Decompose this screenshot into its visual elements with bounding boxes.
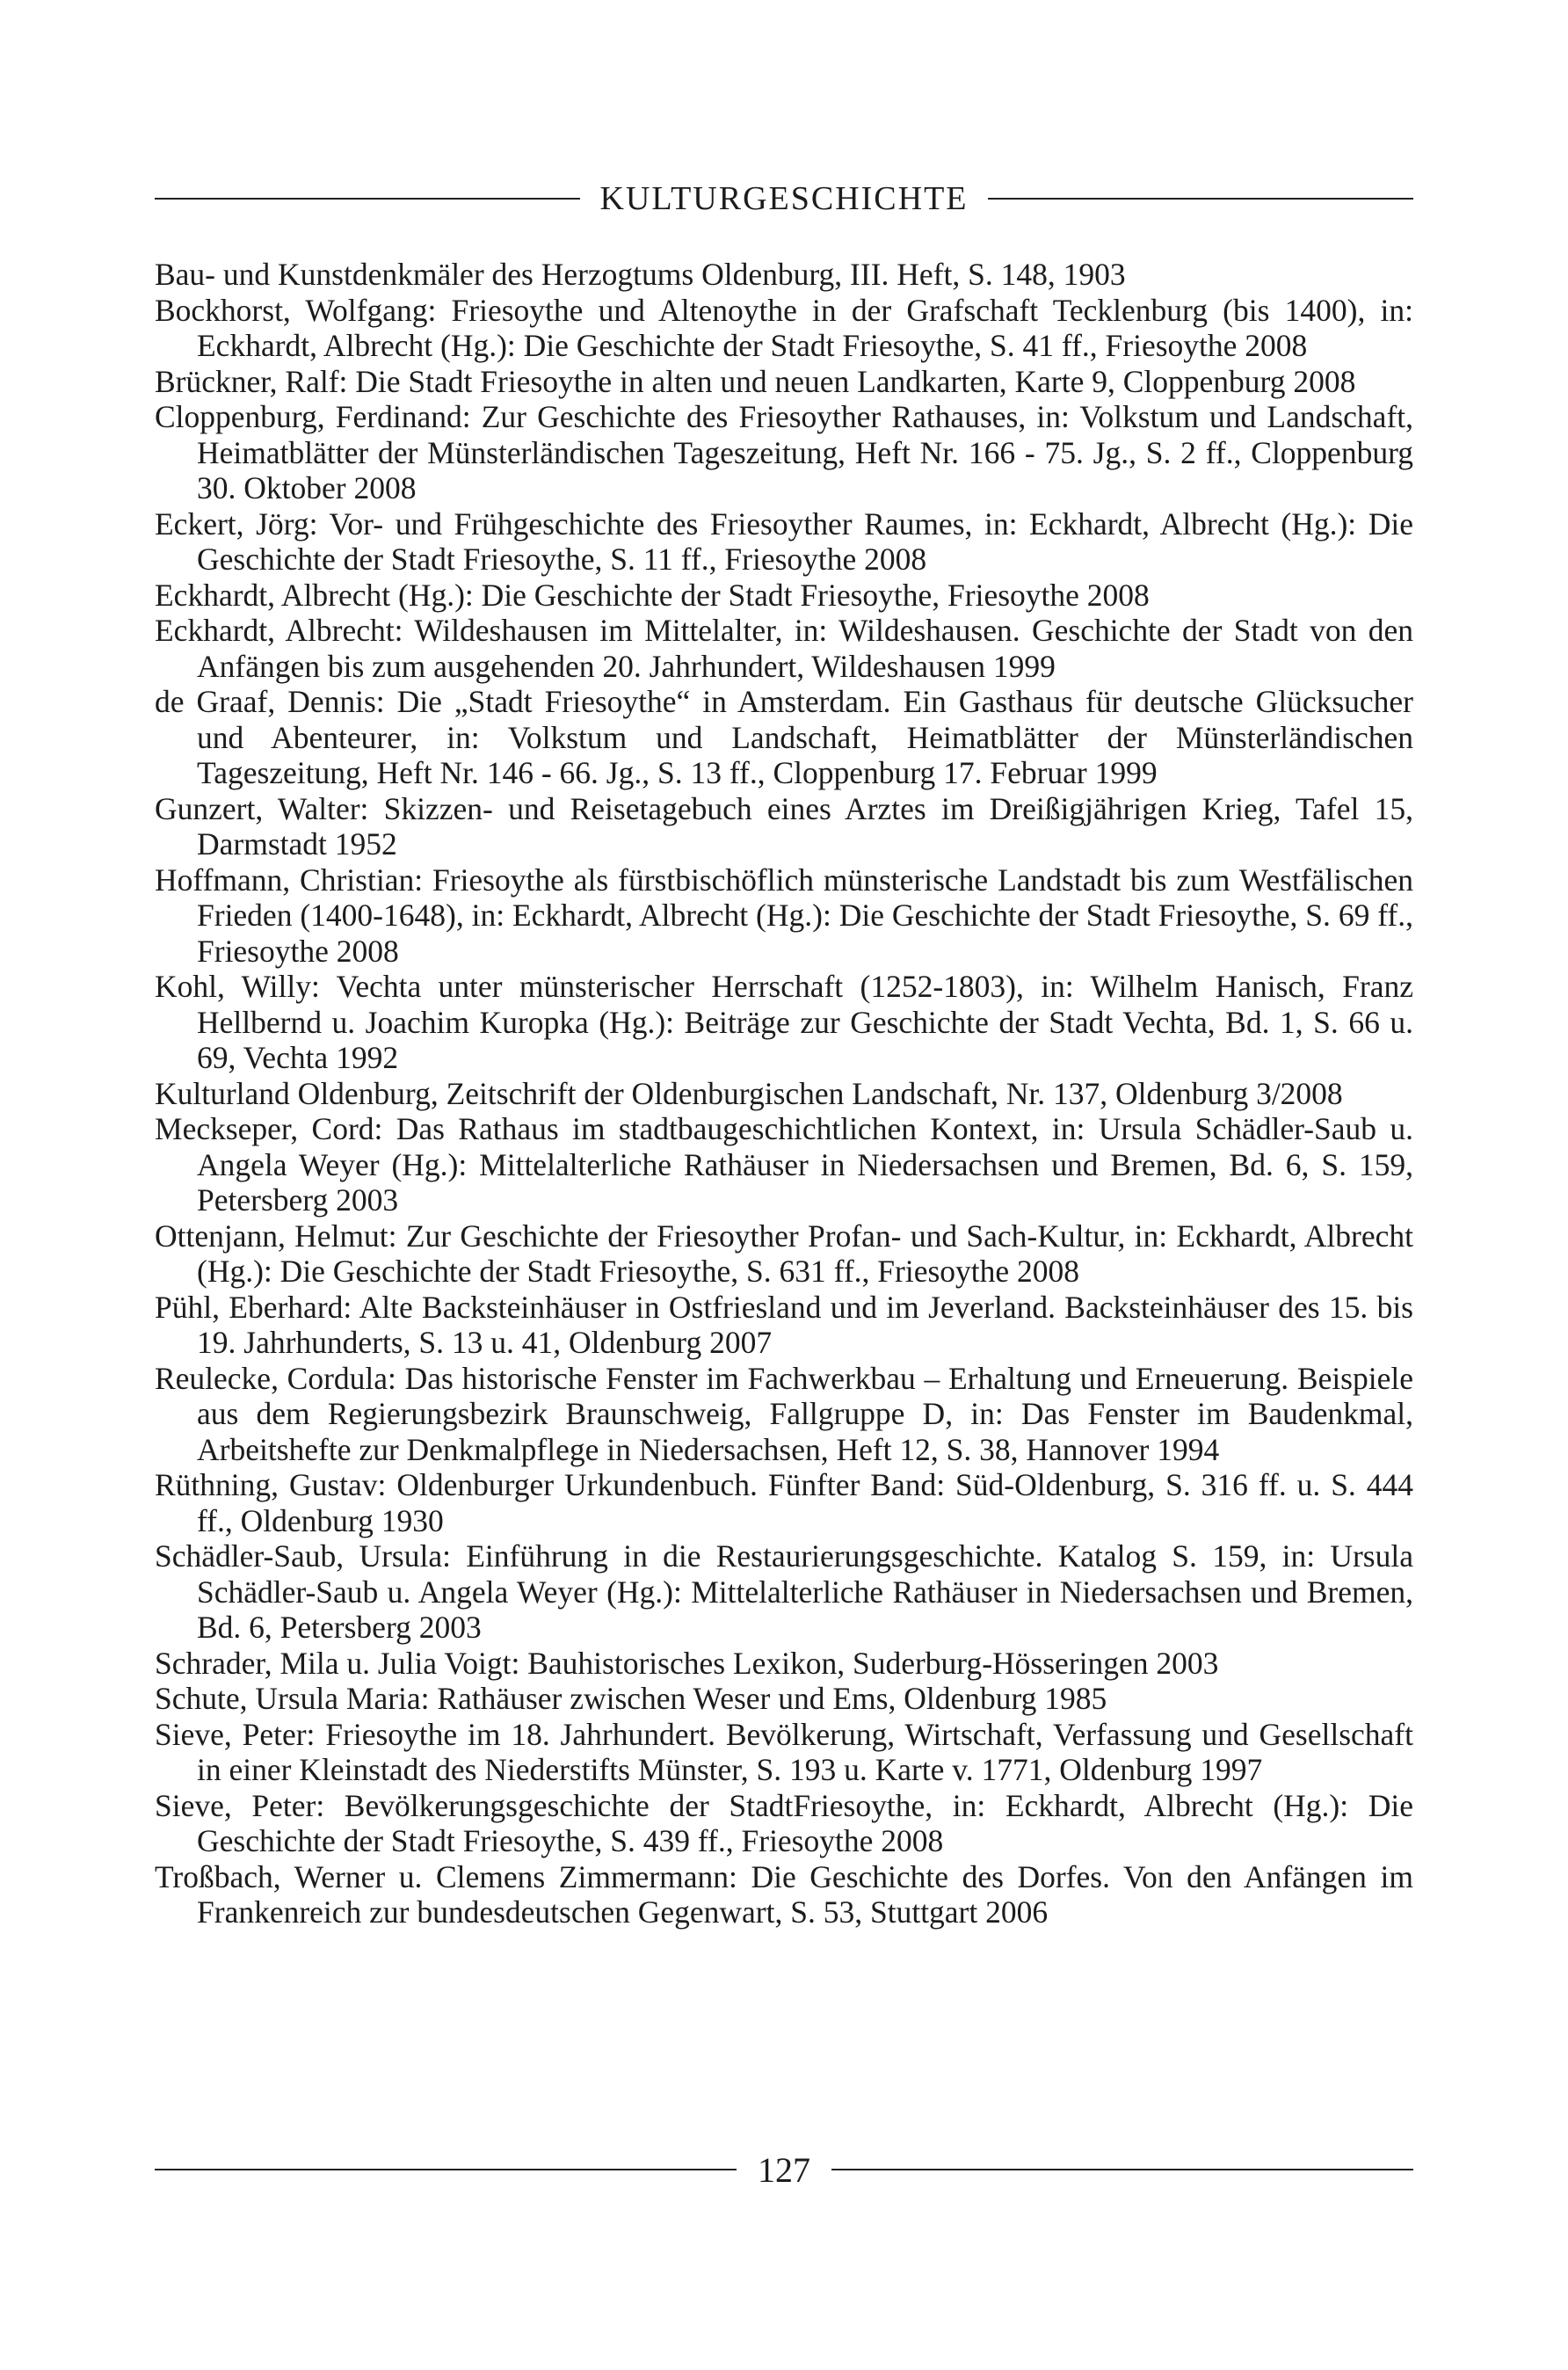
bibliography-entry: Meckseper, Cord: Das Rathaus im stadtbaugeschichtlichen Kontext, in: Ursula Schädler-Saub u. Angela Weyer (Hg.): Mittelalterliche Rathäuser in Niedersachsen und Bremen, Bd. 6, S. 159, Petersberg 2003 (155, 1111, 1413, 1218)
bibliography-entry: Ottenjann, Helmut: Zur Geschichte der Friesoyther Profan- und Sach-Kultur, in: Eckhardt, Albrecht (Hg.): Die Geschichte der Stadt Friesoythe, S. 631 ff., Friesoythe 2008 (155, 1218, 1413, 1289)
header-rule-left (155, 198, 580, 200)
bibliography-entry: de Graaf, Dennis: Die „Stadt Friesoythe“ in Amsterdam. Ein Gasthaus für deutsche Glücksucher und Abenteurer, in: Volkstum und Landschaft, Heimatblätter der Münsterländischen Tageszeitung, Heft Nr. 146 - 66. Jg., S. 13 ff., Cloppenburg 17. Februar 1999 (155, 684, 1413, 790)
page-number: 127 (758, 2149, 810, 2190)
bibliography-entry: Schute, Ursula Maria: Rathäuser zwischen Weser und Ems, Oldenburg 1985 (155, 1681, 1107, 1716)
bibliography-entry: Bockhorst, Wolfgang: Friesoythe und Altenoythe in der Grafschaft Tecklenburg (bis 1400), in: Eckhardt, Albrecht (Hg.): Die Geschichte der Stadt Friesoythe, S. 41 ff., Friesoythe 2008 (155, 292, 1413, 363)
bibliography-entry: Sieve, Peter: Friesoythe im 18. Jahrhundert. Bevölkerung, Wirtschaft, Verfassung und Gesellschaft in einer Kleinstadt des Niederstifts Münster, S. 193 u. Karte v. 1771, Oldenburg 1997 (155, 1716, 1413, 1787)
bibliography-entry: Schädler-Saub, Ursula: Einführung in die Restaurierungsgeschichte. Katalog S. 159, in: Ursula Schädler-Saub u. Angela Weyer (Hg.): Mittelalterliche Rathäuser in Niedersachsen und Bremen, Bd. 6, Petersberg 2003 (155, 1538, 1413, 1645)
bibliography-entry: Cloppenburg, Ferdinand: Zur Geschichte des Friesoyther Rathauses, in: Volkstum und Landschaft, Heimatblätter der Münsterländischen Tageszeitung, Heft Nr. 166 - 75. Jg., S. 2 ff., Cloppenburg 30. Oktober 2008 (155, 399, 1413, 505)
bibliography-entry: Rüthning, Gustav: Oldenburger Urkundenbuch. Fünfter Band: Süd-Oldenburg, S. 316 ff. u. S. 444 ff., Oldenburg 1930 (155, 1467, 1413, 1538)
page-footer (155, 2143, 1413, 2196)
bibliography-entry: Sieve, Peter: Bevölkerungsgeschichte der StadtFriesoythe, in: Eckhardt, Albrecht (Hg.): Die Geschichte der Stadt Friesoythe, S. 439 ff., Friesoythe 2008 (155, 1787, 1413, 1858)
bibliography-entry: Gunzert, Walter: Skizzen- und Reisetagebuch eines Arztes im Dreißigjährigen Krieg, Tafel 15, Darmstadt 1952 (155, 790, 1413, 861)
bibliography-entry: Eckhardt, Albrecht (Hg.): Die Geschichte der Stadt Friesoythe, Friesoythe 2008 (155, 577, 1150, 613)
bibliography-entry: Eckert, Jörg: Vor- und Frühgeschichte des Friesoyther Raumes, in: Eckhardt, Albrecht (Hg.): Die Geschichte der Stadt Friesoythe, S. 11 ff., Friesoythe 2008 (155, 505, 1413, 577)
bibliography-entry: Reulecke, Cordula: Das historische Fenster im Fachwerkbau – Erhaltung und Erneuerung. Beispiele aus dem Regierungsbezirk Braunschweig, Fallgruppe D, in: Das Fenster im Baudenkmal, Arbeitshefte zur Denkmalpflege in Niedersachsen, Heft 12, S. 38, Hannover 1994 (155, 1360, 1413, 1467)
bibliography-entry: Kohl, Willy: Vechta unter münsterischer Herrschaft (1252-1803), in: Wilhelm Hanisch, Franz Hellbernd u. Joachim Kuropka (Hg.): Beiträge zur Geschichte der Stadt Vechta, Bd. 1, S. 66 u. 69, Vechta 1992 (155, 969, 1413, 1075)
bibliography-entry: Bau- und Kunstdenkmäler des Herzogtums Oldenburg, III. Heft, S. 148, 1903 (155, 257, 1126, 292)
bibliography-list (155, 257, 1413, 1930)
bibliography-entry: Troßbach, Werner u. Clemens Zimmermann: Die Geschichte des Dorfes. Von den Anfängen im Frankenreich zur bundesdeutschen Gegenwart, S. 53, Stuttgart 2006 (155, 1858, 1413, 1930)
bibliography-entry: Brückner, Ralf: Die Stadt Friesoythe in alten und neuen Landkarten, Karte 9, Cloppenburg 2008 (155, 363, 1356, 399)
footer-rule-left (155, 2169, 737, 2170)
header-rule-right (988, 198, 1413, 200)
footer-rule-right (831, 2169, 1413, 2170)
page-header (155, 172, 1413, 225)
bibliography-entry: Schrader, Mila u. Julia Voigt: Bauhistorisches Lexikon, Suderburg-Hösseringen 2003 (155, 1645, 1219, 1681)
running-header-title: KULTURGESCHICHTE (599, 180, 969, 217)
bibliography-entry: Hoffmann, Christian: Friesoythe als fürstbischöflich münsterische Landstadt bis zum Westfälischen Frieden (1400-1648), in: Eckhardt, Albrecht (Hg.): Die Geschichte der Stadt Friesoythe, S. 69 ff., Friesoythe 2008 (155, 861, 1413, 969)
bibliography-entry: Eckhardt, Albrecht: Wildeshausen im Mittelalter, in: Wildeshausen. Geschichte der Stadt von den Anfängen bis zum ausgehenden 20. Jahrhundert, Wildeshausen 1999 (155, 613, 1413, 684)
bibliography-entry: Pühl, Eberhard: Alte Backsteinhäuser in Ostfriesland und im Jeverland. Backsteinhäuser des 15. bis 19. Jahrhunderts, S. 13 u. 41, Oldenburg 2007 (155, 1289, 1413, 1360)
bibliography-entry: Kulturland Oldenburg, Zeitschrift der Oldenburgischen Landschaft, Nr. 137, Oldenburg 3/2008 (155, 1075, 1343, 1111)
